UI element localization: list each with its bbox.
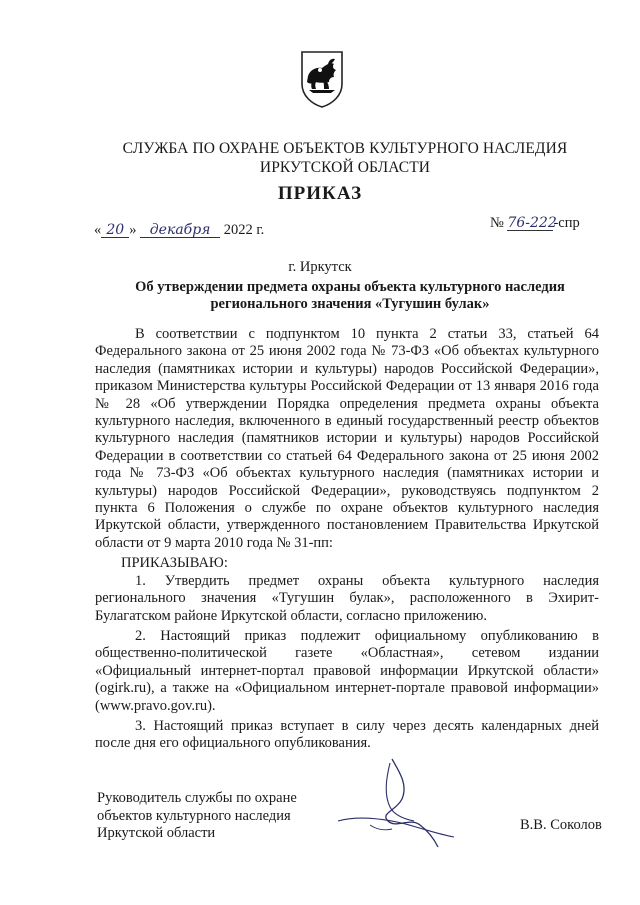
issuer-name-line1: СЛУЖБА ПО ОХРАНЕ ОБЪЕКТОВ КУЛЬТУРНОГО НАСЛЕДИЯ bbox=[122, 140, 568, 157]
order-item-2: 2. Настоящий приказ подлежит официальному опубликованию в общественно-политической газете «Областная», сетевом издании «Официальный интернет-портал правовой информации Иркутской области» (ogirk.ru), а также на «Официальном интернет-портале правовой информации» (www.pravo.gov.ru). bbox=[95, 627, 599, 714]
signatory-position bbox=[97, 790, 317, 843]
date-quote-open: « bbox=[94, 222, 102, 238]
date-day: 20 bbox=[101, 223, 129, 238]
document-subject bbox=[100, 279, 600, 313]
order-word: ПРИКАЗЫВАЮ: bbox=[121, 555, 228, 572]
issuer-name-line2: ИРКУТСКОЙ ОБЛАСТИ bbox=[259, 159, 431, 176]
subject-line2: регионального значения «Тугушин булак» bbox=[210, 296, 490, 312]
signatory-name: В.В. Соколов bbox=[520, 817, 602, 833]
document-number bbox=[490, 215, 580, 232]
preamble-paragraph: В соответствии с подпунктом 10 пункта 2 статьи 33, статьей 64 Федерального закона от 25 июня 2002 года № 73-ФЗ «Об объектах культурного наследия (памятниках истории и культуры) народов Российской Федерации», приказом Министерства культуры Российской Федерации от 13 января 2016 года № 28 «Об утверждении Порядка определения предмета охраны объекта культурного наследия, включенного в единый государственный реестр объектов культурного наследия (памятников истории и культуры) народов Российской Федерации в соответствии со статьей 64 Федерального закона от 25 июня 2002 года № 73-ФЗ «Об объектах культурного наследия (памятниках истории и культуры) народов Российской Федерации», руководствуясь подпунктом 2 пункта 6 Положения о службе по охране объектов культурного наследия Иркутской области, утвержденного постановлением Правительства Иркутской области от 9 марта 2010 года № 31-пп: bbox=[95, 326, 599, 551]
number-suffix: -спр bbox=[553, 215, 580, 231]
document-date bbox=[94, 222, 264, 239]
date-month: декабря bbox=[140, 223, 220, 238]
number-value: 76-222 bbox=[507, 215, 557, 231]
document-city: г. Иркутск bbox=[288, 259, 352, 275]
order-item-1: 1. Утвердить предмет охраны объекта культурного наследия регионального значения «Тугушин булак», расположенного в Эхирит-Булагатском районе Иркутской области, согласно приложению. bbox=[95, 572, 599, 624]
handwritten-signature-icon bbox=[330, 755, 460, 850]
coat-of-arms-icon bbox=[298, 50, 346, 108]
document-body bbox=[95, 326, 599, 756]
position-line2: объектов культурного наследия bbox=[97, 807, 291, 824]
date-year: 2022 г. bbox=[223, 222, 265, 238]
position-line3: Иркутской области bbox=[97, 825, 216, 841]
order-item-3: 3. Настоящий приказ вступает в силу через десять календарных дней после дня его официального опубликования. bbox=[95, 717, 599, 752]
date-quote-close: » bbox=[129, 222, 137, 238]
position-line1: Руководитель службы по охране bbox=[97, 790, 297, 806]
document-title: ПРИКАЗ bbox=[277, 183, 363, 204]
subject-line1: Об утверждении предмета охраны объекта культурного наследия bbox=[135, 279, 565, 295]
number-prefix: № bbox=[490, 215, 504, 231]
